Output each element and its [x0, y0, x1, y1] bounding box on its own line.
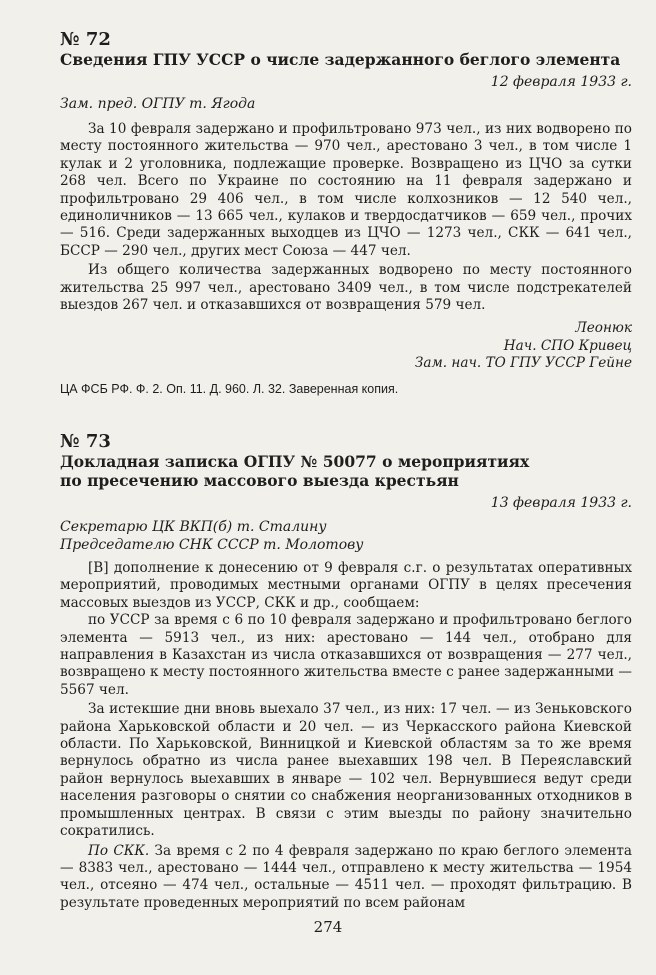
doc73-addressee-2: Председателю СНК СССР т. Молотову: [60, 537, 364, 553]
doc72-addressee: Зам. пред. ОГПУ т. Ягода: [60, 96, 256, 112]
doc72-title: Сведения ГПУ УССР о числе задержанного беглого элемента: [60, 50, 621, 69]
doc72-number: № 72: [60, 29, 111, 50]
doc72-signature-1: Леонюк: [575, 320, 632, 337]
doc73-date: 13 февраля 1933 г.: [490, 495, 632, 511]
doc73-paragraph-2: по УССР за время с 6 по 10 февраля задержано и профильтровано беглого элемента — 5913 чел., из них: арестовано — 144 чел., отобрано для направления в Казахстан из числа отказавшихся от возвращения — 277 чел., возвращено к месту постоянного жительства вместе с ранее задержанными — 5567 чел.: [60, 612, 633, 698]
doc73-paragraph-1: [В] дополнение к донесению от 9 февраля с.г. о результатах оперативных мероприятий, проводимых местными органами ОГПУ в целях пресечения массовых выездов из УССР, СКК и др., сообщаем:: [60, 560, 632, 611]
doc72-source: ЦА ФСБ РФ. Ф. 2. Оп. 11. Д. 960. Л. 32. Заверенная копия.: [60, 381, 399, 396]
doc73-paragraph-3: За истекшие дни вновь выехало 37 чел., из них: 17 чел. — из Зеньковского района Харьковской области и 20 чел. — из Черкасского района Киевской области. По Харьковской, Винницкой и Киевской областям за то же время вернулось обратно из числа ранее выехавших 198 чел. В Переяславский район вернулось выехавших в январе — 102 чел. Вернувшиеся ведут среди населения разговоры о снятии со снабжения неорганизованных отходников в промышленных центрах. В связи с этим выезды по району значительно сократились.: [60, 701, 632, 840]
doc73-paragraph-4: [60, 843, 632, 913]
doc72: [60, 30, 632, 397]
doc73-addressee-1: Секретарю ЦК ВКП(б) т. Сталину: [60, 519, 327, 535]
doc73-title-line-1: Докладная записка ОГПУ № 50077 о мероприятиях: [60, 452, 530, 471]
doc72-signature-3: Зам. нач. ТО ГПУ УССР Гейне: [414, 355, 632, 372]
doc73-paragraph-4-text: За время с 2 по 4 февраля задержано по краю беглого элемента — 8383 чел., арестовано — 1444 чел., отправлено к месту жительства — 1954 чел., отсеяно — 474 чел., остальные — 4511 чел. — проходят фильтрацию. В результате проведенных мероприятий по всем районам: [60, 842, 632, 911]
doc73-paragraph-4-lead: По СКК.: [88, 842, 150, 859]
doc73-title-line-2: по пресечению массового выезда крестьян: [60, 471, 459, 490]
doc73: [60, 432, 632, 912]
doc73-number: № 73: [60, 431, 111, 452]
doc72-paragraph-1: За 10 февраля задержано и профильтровано 973 чел., из них водворено по месту постоянного жительства — 970 чел., арестовано 3 чел., в том числе 1 кулак и 2 уголовника, подлежащие проверке. Возвращено из ЦЧО за сутки 268 чел. Всего по Украине по состоянию на 11 февраля задержано и профильтровано 29 406 чел., в том числе колхозников — 12 540 чел., единоличников — 13 665 чел., кулаков и твердосдатчиков — 659 чел., прочих — 516. Среди задержанных выходцев из ЦЧО — 1273 чел., СКК — 641 чел., БССР — 290 чел., других мест Союза — 447 чел.: [60, 121, 632, 259]
doc72-date: 12 февраля 1933 г.: [490, 74, 632, 90]
doc72-paragraph-2: Из общего количества задержанных водворено по месту постоянного жительства 25 997 чел., арестовано 3409 чел., в том числе подстрекателей выездов 267 чел. и отказавшихся от возвращения 579 чел.: [60, 262, 632, 314]
page-number: 274: [313, 918, 343, 936]
doc72-signature-2: Нач. СПО Кривец: [503, 337, 632, 354]
